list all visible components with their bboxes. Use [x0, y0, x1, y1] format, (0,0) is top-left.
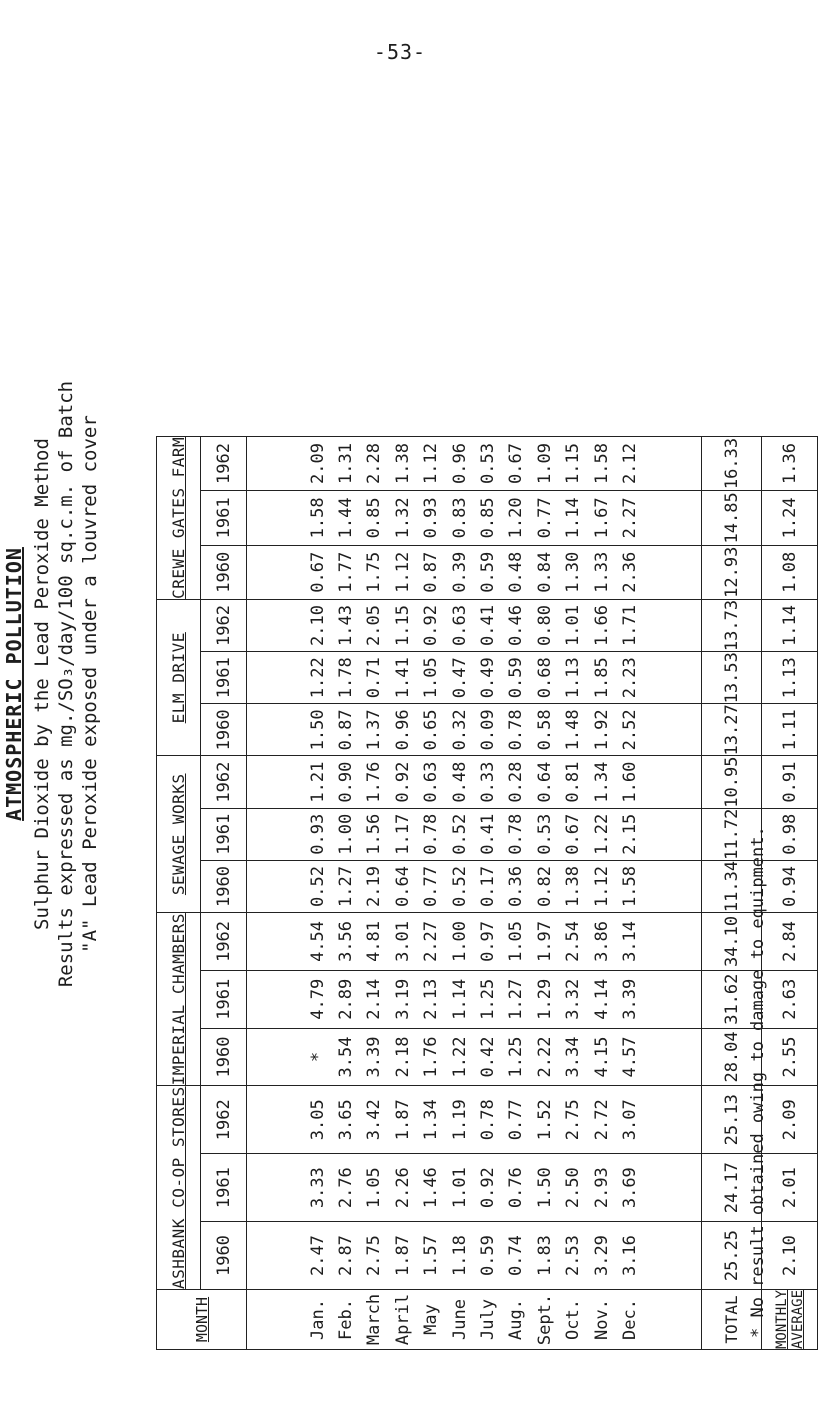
- monthly-value: 1.85: [591, 657, 612, 699]
- monthly-values-column: [247, 808, 702, 860]
- monthly-value: 0.67: [307, 551, 328, 593]
- monthly-value: 3.19: [392, 978, 413, 1020]
- total-value: 10.95: [702, 756, 762, 808]
- monthly-value: 0.78: [478, 1099, 498, 1141]
- monthly-value: 0.80: [534, 605, 555, 647]
- year-header: 1960: [201, 704, 247, 756]
- monthly-value: 0.85: [364, 497, 385, 539]
- monthly-value: 1.12: [421, 443, 442, 484]
- monthly-value: 0.77: [421, 866, 442, 907]
- monthly-value: 0.74: [506, 1235, 527, 1277]
- monthly-value: 0.92: [421, 605, 442, 647]
- monthly-value: 2.26: [392, 1167, 413, 1209]
- monthly-value: 2.75: [563, 1099, 584, 1141]
- monthly-value: 2.28: [364, 443, 385, 484]
- monthly-value: 0.92: [478, 1167, 498, 1209]
- monthly-value: 1.12: [392, 551, 413, 593]
- monthly-value: 1.56: [364, 813, 385, 855]
- monthly-values-column: [247, 491, 702, 545]
- footnote: * No result obtained owing to damage to equipment.: [748, 826, 768, 1338]
- monthly-value: 1.22: [591, 813, 612, 855]
- subtitle: [30, 324, 102, 1044]
- monthly-value: 1.14: [449, 978, 470, 1020]
- year-header: 1962: [201, 599, 247, 651]
- year-header: 1961: [201, 1154, 247, 1222]
- data-table: [156, 436, 818, 1350]
- monthly-value: 0.46: [506, 605, 527, 647]
- page-number: -53-: [373, 40, 427, 64]
- monthly-value: 4.54: [307, 920, 328, 962]
- monthly-value: 3.65: [336, 1099, 357, 1141]
- monthly-value: 0.53: [534, 813, 555, 855]
- monthly-value: 1.78: [336, 657, 357, 699]
- monthly-average-value: 1.11: [762, 704, 818, 756]
- monthly-value: 0.78: [421, 813, 442, 855]
- monthly-value: 0.63: [421, 761, 442, 803]
- subtitle-line: "A" Lead Peroxide exposed under a louvred cover: [79, 415, 101, 953]
- total-value: 25.13: [702, 1086, 762, 1154]
- monthly-value: 0.49: [478, 657, 498, 699]
- monthly-value: 1.05: [421, 657, 442, 699]
- monthly-value: 3.33: [307, 1167, 328, 1209]
- year-header: 1961: [201, 491, 247, 545]
- monthly-value: 1.00: [449, 920, 470, 962]
- monthly-average-value: 1.14: [762, 599, 818, 651]
- monthly-value: 3.05: [307, 1099, 328, 1141]
- month-label: Oct.: [563, 1299, 584, 1340]
- year-header: 1960: [201, 1222, 247, 1290]
- monthly-value: 2.19: [364, 866, 385, 907]
- monthly-value: 2.27: [421, 920, 442, 962]
- month-label: June: [449, 1299, 470, 1340]
- month-label: April: [392, 1293, 413, 1346]
- monthly-value: 2.36: [619, 551, 640, 593]
- monthly-value: 1.97: [534, 920, 555, 962]
- monthly-value: 1.44: [336, 497, 357, 539]
- monthly-value: 0.77: [534, 497, 555, 539]
- monthly-value: *: [307, 1051, 328, 1063]
- year-header: 1961: [201, 808, 247, 860]
- monthly-average-value: 1.36: [762, 436, 818, 490]
- total-value: 12.93: [702, 545, 762, 599]
- monthly-value: 0.09: [478, 709, 498, 751]
- month-label: March: [364, 1293, 385, 1346]
- monthly-value: 1.38: [392, 443, 413, 484]
- monthly-value: 3.32: [563, 978, 584, 1020]
- monthly-average-value: 2.10: [762, 1222, 818, 1290]
- year-header: 1961: [201, 652, 247, 704]
- monthly-value: 0.48: [506, 551, 527, 593]
- monthly-value: 1.58: [591, 443, 612, 484]
- monthly-value: 4.57: [619, 1036, 640, 1078]
- monthly-values-column: [247, 599, 702, 651]
- monthly-value: 2.75: [364, 1235, 385, 1277]
- monthly-average-label-line: MONTHLY: [773, 1289, 790, 1349]
- monthly-value: 0.92: [392, 761, 413, 803]
- monthly-average-value: 0.94: [762, 860, 818, 912]
- monthly-value: 0.81: [563, 761, 584, 803]
- month-label: Nov.: [591, 1299, 612, 1340]
- monthly-value: 1.18: [449, 1235, 470, 1277]
- monthly-value: 2.13: [421, 978, 442, 1020]
- monthly-average-label-line: AVERAGE: [789, 1289, 806, 1349]
- monthly-value: 1.27: [336, 866, 357, 907]
- monthly-value: 0.71: [364, 657, 385, 699]
- monthly-value: 1.25: [506, 1036, 527, 1078]
- monthly-average-value: 0.91: [762, 756, 818, 808]
- monthly-value: 0.67: [563, 813, 584, 855]
- monthly-average-value: 2.09: [762, 1086, 818, 1154]
- monthly-value: 1.87: [392, 1235, 413, 1277]
- monthly-value: 1.19: [449, 1099, 470, 1141]
- month-label: Jan.: [307, 1299, 328, 1340]
- monthly-value: 1.77: [336, 551, 357, 593]
- monthly-value: 1.76: [421, 1036, 442, 1078]
- monthly-value: 1.01: [563, 605, 584, 647]
- total-value: 11.34: [702, 860, 762, 912]
- monthly-value: 2.05: [364, 605, 385, 647]
- monthly-value: 0.64: [534, 761, 555, 803]
- monthly-value: 1.12: [591, 866, 612, 907]
- monthly-value: 1.48: [563, 709, 584, 751]
- monthly-value: 3.69: [619, 1167, 640, 1209]
- month-label: May: [421, 1304, 442, 1335]
- monthly-value: 0.58: [534, 709, 555, 751]
- monthly-value: 3.14: [619, 920, 640, 962]
- monthly-average-value: 2.01: [762, 1154, 818, 1222]
- total-value: 28.04: [702, 1028, 762, 1086]
- monthly-value: 1.50: [534, 1167, 555, 1209]
- monthly-value: 0.90: [336, 761, 357, 803]
- monthly-value: 1.27: [506, 978, 527, 1020]
- monthly-value: 1.41: [392, 657, 413, 699]
- monthly-value: 2.23: [619, 657, 640, 699]
- monthly-value: 4.14: [591, 978, 612, 1020]
- monthly-values-column: [247, 1222, 702, 1290]
- monthly-value: 2.12: [619, 443, 640, 484]
- monthly-value: 3.42: [364, 1099, 385, 1141]
- total-value: 11.72: [702, 808, 762, 860]
- monthly-value: 1.33: [591, 551, 612, 593]
- monthly-value: 0.17: [478, 866, 498, 907]
- total-value: 13.27: [702, 704, 762, 756]
- monthly-value: 2.87: [336, 1235, 357, 1277]
- monthly-value: 2.09: [307, 443, 328, 484]
- monthly-value: 1.29: [534, 978, 555, 1020]
- monthly-value: 0.33: [478, 761, 498, 803]
- monthly-values-column: [247, 652, 702, 704]
- monthly-value: 0.59: [478, 551, 498, 593]
- monthly-value: 0.87: [336, 709, 357, 751]
- monthly-values-column: [247, 756, 702, 808]
- monthly-value: 1.21: [307, 761, 328, 803]
- total-value: 14.85: [702, 491, 762, 545]
- monthly-value: 1.15: [563, 443, 584, 484]
- monthly-value: 1.17: [392, 813, 413, 855]
- monthly-average-value: 0.98: [762, 808, 818, 860]
- monthly-average-value: 1.24: [762, 491, 818, 545]
- monthly-value: 1.22: [449, 1036, 470, 1078]
- month-header: MONTH: [157, 1289, 247, 1349]
- monthly-average-value: 1.13: [762, 652, 818, 704]
- monthly-value: 0.96: [392, 709, 413, 751]
- total-value: 13.73: [702, 599, 762, 651]
- monthly-value: 1.46: [421, 1167, 442, 1209]
- monthly-values-column: [247, 970, 702, 1028]
- month-label: Dec.: [619, 1299, 640, 1340]
- monthly-value: 1.60: [619, 761, 640, 803]
- subtitle-line: Sulphur Dioxide by the Lead Peroxide Method: [31, 438, 53, 930]
- total-value: 31.62: [702, 970, 762, 1028]
- total-value: 25.25: [702, 1222, 762, 1290]
- monthly-value: 0.67: [506, 443, 527, 484]
- monthly-value: 1.30: [563, 551, 584, 593]
- document-title: ATMOSPHERIC POLLUTION: [2, 547, 26, 821]
- monthly-values-column: [247, 913, 702, 971]
- monthly-value: 1.83: [534, 1235, 555, 1277]
- monthly-value: 1.32: [392, 497, 413, 539]
- monthly-value: 1.22: [307, 657, 328, 699]
- site-name-header: CREWE GATES FARM: [157, 436, 201, 599]
- month-label: Feb.: [336, 1299, 357, 1340]
- monthly-value: 0.78: [506, 813, 527, 855]
- monthly-average-value: 2.55: [762, 1028, 818, 1086]
- monthly-values-column: [247, 860, 702, 912]
- monthly-values-column: [247, 545, 702, 599]
- monthly-values-column: [247, 1086, 702, 1154]
- monthly-value: 1.43: [336, 605, 357, 647]
- monthly-value: 1.66: [591, 605, 612, 647]
- monthly-value: 4.79: [307, 978, 328, 1020]
- monthly-value: 3.16: [619, 1235, 640, 1277]
- monthly-value: 0.87: [421, 551, 442, 593]
- monthly-value: 2.50: [563, 1167, 584, 1209]
- monthly-value: 2.76: [336, 1167, 357, 1209]
- monthly-value: 2.14: [364, 978, 385, 1020]
- monthly-value: 0.85: [478, 497, 498, 539]
- monthly-value: 3.39: [364, 1036, 385, 1078]
- monthly-value: 4.81: [364, 920, 385, 962]
- monthly-value: 0.65: [421, 709, 442, 751]
- monthly-value: 1.14: [563, 497, 584, 539]
- total-label: TOTAL: [702, 1289, 762, 1349]
- monthly-value: 1.52: [534, 1099, 555, 1141]
- site-name-header: ELM DRIVE: [157, 599, 201, 756]
- monthly-value: 1.13: [563, 657, 584, 699]
- monthly-value: 2.10: [307, 605, 328, 647]
- monthly-value: 1.38: [563, 866, 584, 907]
- monthly-value: 3.01: [392, 920, 413, 962]
- monthly-value: 2.53: [563, 1235, 584, 1277]
- subtitle-line: Results expressed as mg./SO₃/day/100 sq.c.m. of Batch: [55, 380, 77, 988]
- month-label: Sept.: [534, 1293, 555, 1346]
- monthly-value: 1.37: [364, 709, 385, 751]
- monthly-value: 1.34: [421, 1099, 442, 1141]
- monthly-value: 0.52: [307, 866, 328, 907]
- monthly-value: 1.25: [478, 978, 498, 1020]
- year-header: 1960: [201, 545, 247, 599]
- monthly-value: 3.39: [619, 978, 640, 1020]
- monthly-value: 0.39: [449, 551, 470, 593]
- monthly-average-value: 2.63: [762, 970, 818, 1028]
- monthly-value: 1.09: [534, 443, 555, 484]
- monthly-value: 3.29: [591, 1235, 612, 1277]
- monthly-value: 1.58: [619, 866, 640, 907]
- monthly-value: 3.56: [336, 920, 357, 962]
- monthly-value: 2.27: [619, 497, 640, 539]
- monthly-value: 1.76: [364, 761, 385, 803]
- year-header: 1960: [201, 1028, 247, 1086]
- monthly-value: 3.07: [619, 1099, 640, 1141]
- monthly-value: 0.32: [449, 709, 470, 751]
- site-name-header: SEWAGE WORKS: [157, 756, 201, 913]
- monthly-value: 2.15: [619, 813, 640, 855]
- year-header: 1962: [201, 436, 247, 490]
- monthly-value: 0.52: [449, 813, 470, 855]
- year-header: 1962: [201, 1086, 247, 1154]
- monthly-value: 4.15: [591, 1036, 612, 1078]
- total-value: 34.10: [702, 913, 762, 971]
- monthly-value: 0.77: [506, 1099, 527, 1141]
- monthly-value: 0.84: [534, 551, 555, 593]
- monthly-value: 1.67: [591, 497, 612, 539]
- monthly-value: 1.57: [421, 1235, 442, 1277]
- monthly-values-column: [247, 1154, 702, 1222]
- monthly-value: 1.15: [392, 605, 413, 647]
- monthly-value: 3.54: [336, 1036, 357, 1078]
- monthly-value: 1.00: [336, 813, 357, 855]
- monthly-value: 1.05: [364, 1167, 385, 1209]
- monthly-average-value: 2.84: [762, 913, 818, 971]
- monthly-value: 0.41: [478, 813, 498, 855]
- monthly-value: 1.31: [336, 443, 357, 484]
- monthly-value: 0.76: [506, 1167, 527, 1209]
- monthly-average-value: 1.08: [762, 545, 818, 599]
- site-name-header: IMPERIAL CHAMBERS: [157, 913, 201, 1086]
- monthly-values-column: [247, 1028, 702, 1086]
- monthly-value: 0.97: [478, 920, 498, 962]
- site-name-header: ASHBANK CO-OP STORES: [157, 1086, 201, 1290]
- monthly-value: 0.68: [534, 657, 555, 699]
- year-header: 1961: [201, 970, 247, 1028]
- monthly-value: 1.71: [619, 605, 640, 647]
- monthly-value: 0.59: [506, 657, 527, 699]
- total-value: 16.33: [702, 436, 762, 490]
- monthly-value: 2.52: [619, 709, 640, 751]
- monthly-value: 2.93: [591, 1167, 612, 1209]
- monthly-value: 0.64: [392, 866, 413, 907]
- monthly-value: 0.63: [449, 605, 470, 647]
- monthly-value: 0.52: [449, 866, 470, 907]
- monthly-value: 0.48: [449, 761, 470, 803]
- monthly-value: 2.18: [392, 1036, 413, 1078]
- month-label: July: [478, 1299, 498, 1340]
- monthly-value: 0.36: [506, 866, 527, 907]
- monthly-value: 2.54: [563, 920, 584, 962]
- monthly-value: 0.93: [307, 813, 328, 855]
- monthly-value: 0.47: [449, 657, 470, 699]
- year-header: 1960: [201, 860, 247, 912]
- monthly-value: 0.96: [449, 443, 470, 484]
- total-value: 13.53: [702, 652, 762, 704]
- monthly-value: 0.83: [449, 497, 470, 539]
- monthly-value: 0.59: [478, 1235, 498, 1277]
- monthly-value: 1.92: [591, 709, 612, 751]
- monthly-value: 2.47: [307, 1235, 328, 1277]
- monthly-value: 1.75: [364, 551, 385, 593]
- monthly-value: 1.50: [307, 709, 328, 751]
- monthly-value: 3.34: [563, 1036, 584, 1078]
- month-label: Aug.: [506, 1299, 527, 1340]
- total-value: 24.17: [702, 1154, 762, 1222]
- monthly-value: 0.93: [421, 497, 442, 539]
- monthly-value: 1.58: [307, 497, 328, 539]
- monthly-value: 2.72: [591, 1099, 612, 1141]
- monthly-value: 1.01: [449, 1167, 470, 1209]
- monthly-value: 0.42: [478, 1036, 498, 1078]
- monthly-value: 1.34: [591, 761, 612, 803]
- monthly-value: 2.89: [336, 978, 357, 1020]
- monthly-value: 2.22: [534, 1036, 555, 1078]
- monthly-value: 1.20: [506, 497, 527, 539]
- year-header: 1962: [201, 756, 247, 808]
- monthly-value: 0.82: [534, 866, 555, 907]
- month-list: [247, 1289, 702, 1349]
- monthly-value: 0.41: [478, 605, 498, 647]
- monthly-value: 1.05: [506, 920, 527, 962]
- monthly-value: 0.53: [478, 443, 498, 484]
- monthly-value: 1.87: [392, 1099, 413, 1141]
- monthly-value: 0.78: [506, 709, 527, 751]
- monthly-average-label: [762, 1289, 818, 1349]
- year-header: 1962: [201, 913, 247, 971]
- monthly-value: 0.28: [506, 761, 527, 803]
- monthly-value: 3.86: [591, 920, 612, 962]
- monthly-values-column: [247, 704, 702, 756]
- monthly-values-column: [247, 436, 702, 490]
